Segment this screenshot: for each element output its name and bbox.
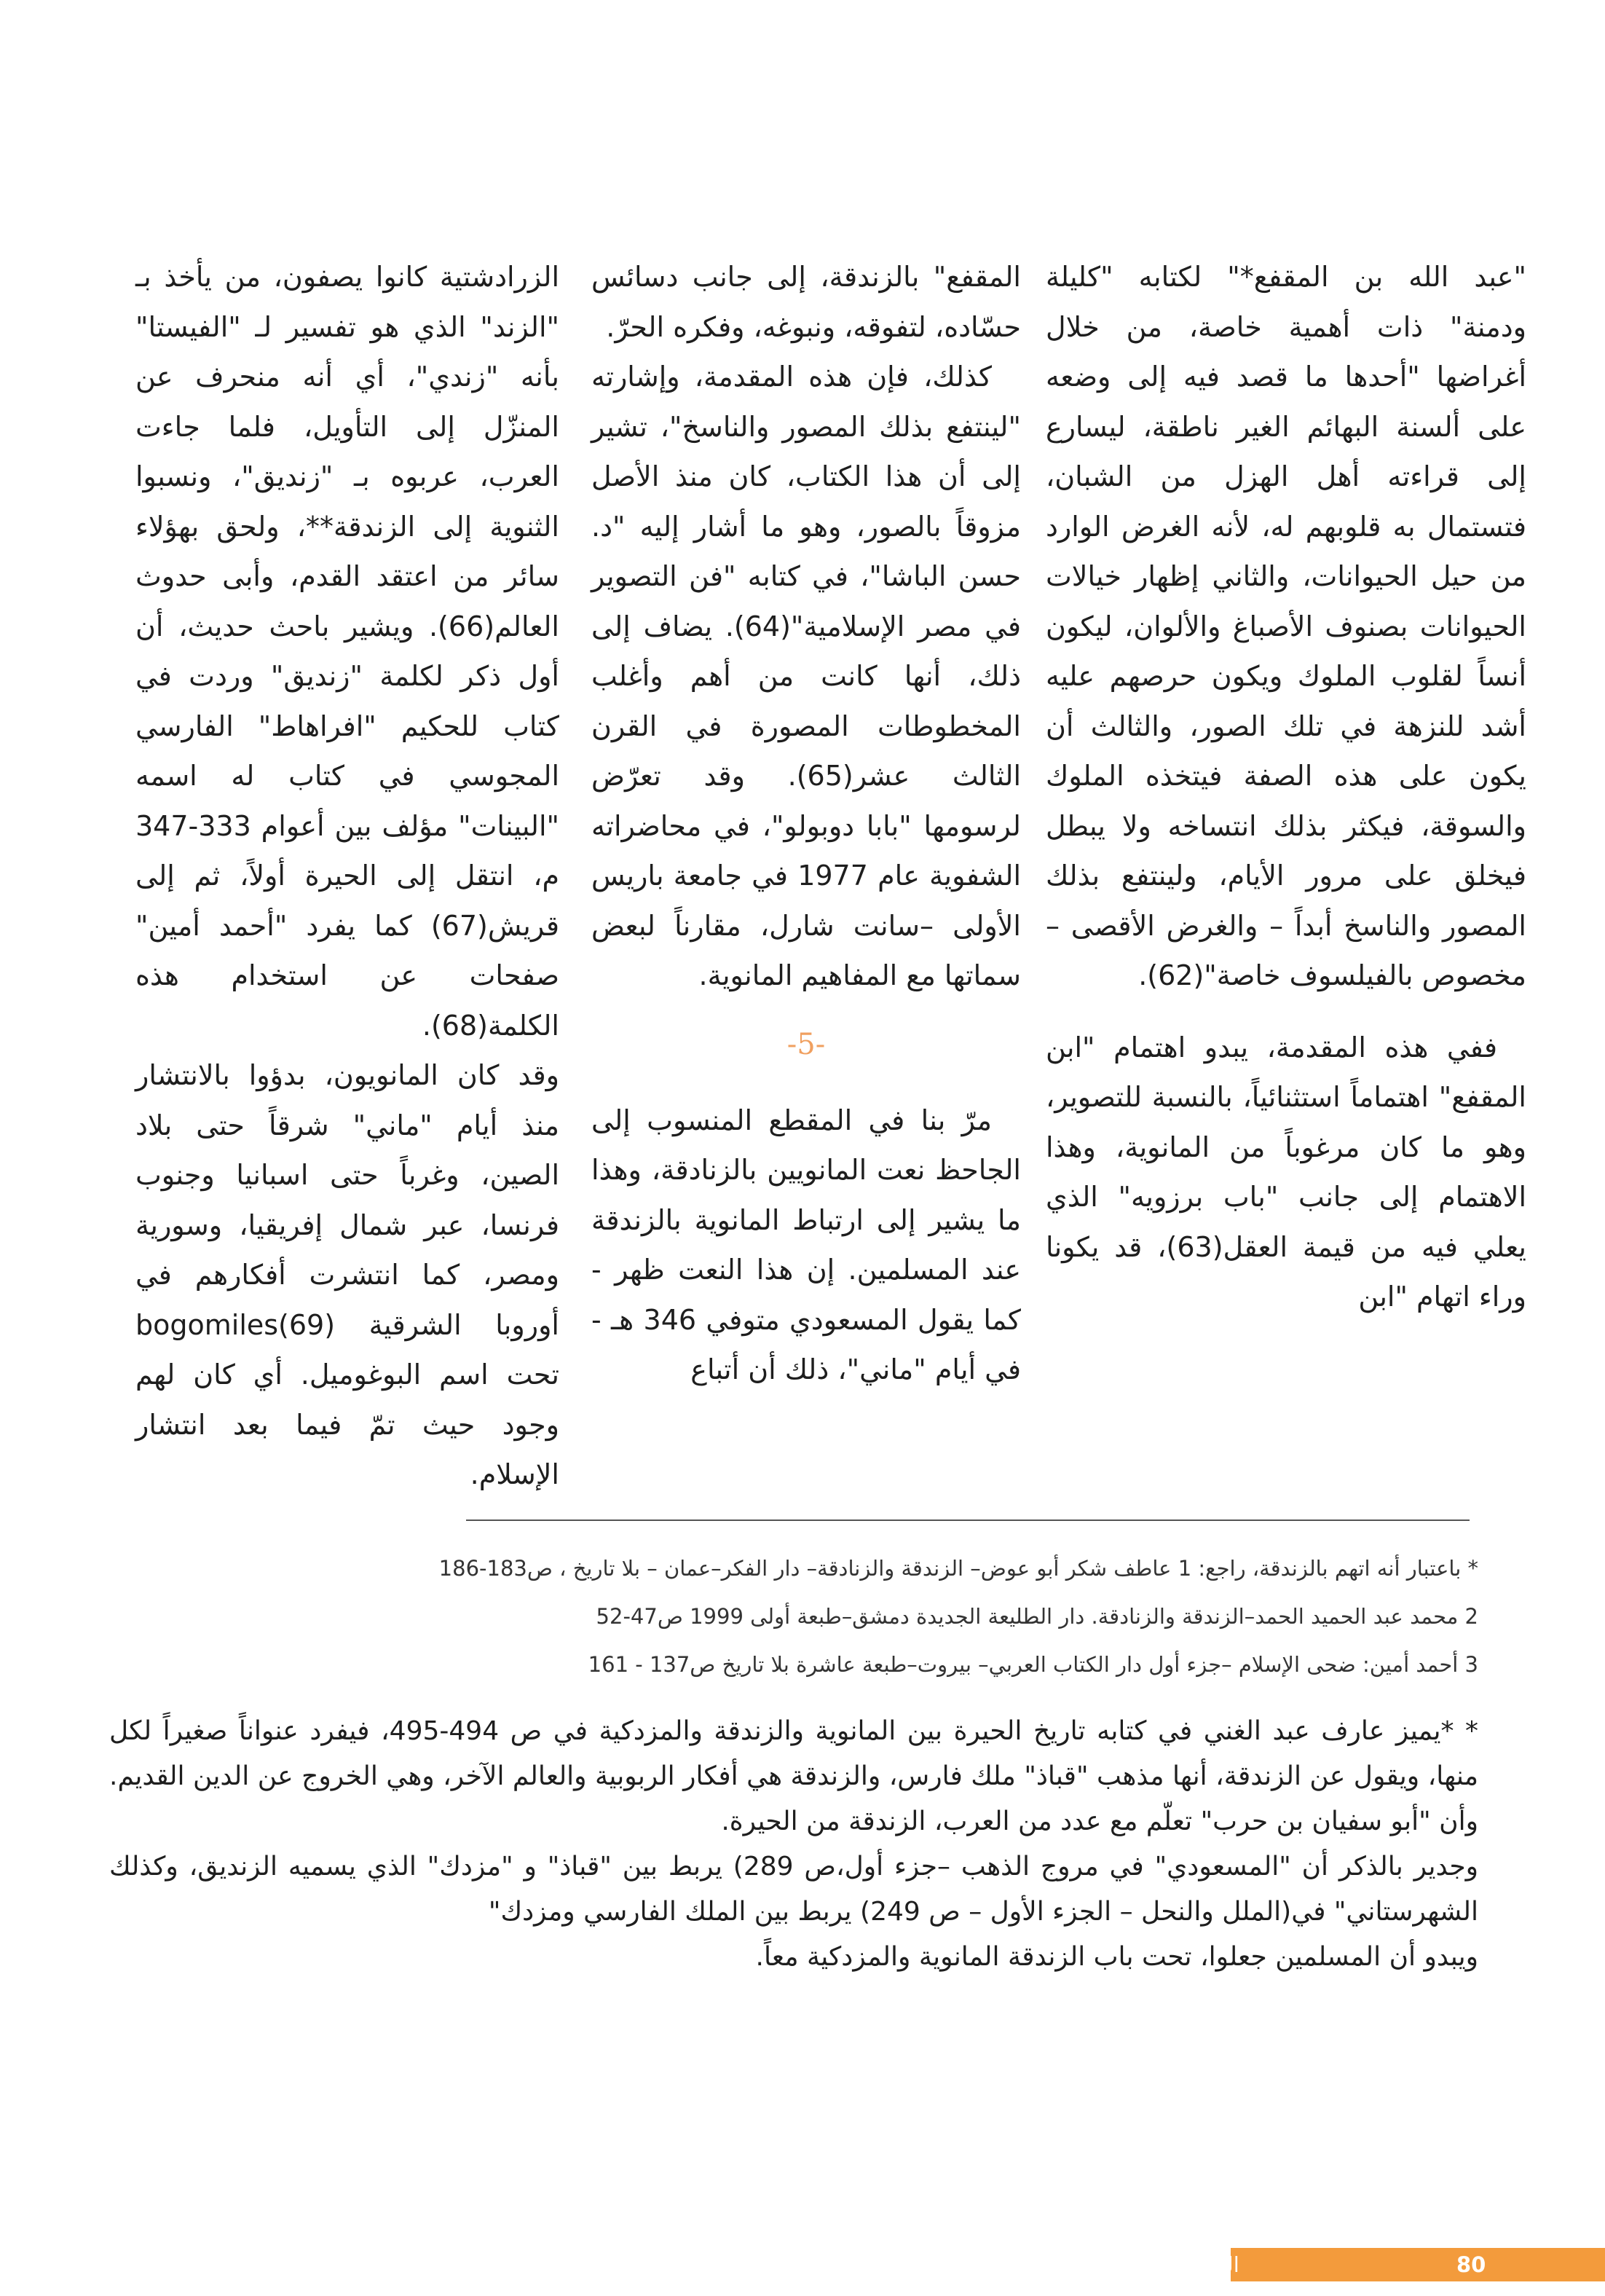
page-number: 80 [1456, 2252, 1486, 2277]
paragraph: المقفع" بالزندقة، إلى جانب دسائس حسّاده، لتفوقه، ونبوغه، وفكره الحرّ. [591, 261, 1021, 343]
footnote-reference: * باعتبار أنه اتهم بالزندقة، راجع: 1 عاطف شكر أبو عوض– الزندقة والزنادقة– دار الفكر–عمان – بلا تاريخ ، ص183-186 [438, 1556, 1478, 1581]
text-column-left [135, 252, 559, 1490]
footnote-note: وجدير بالذكر أن "المسعودي" في مروج الذهب –جزء أول،ص 289) يربط بين "قباذ" و "مزدك" الذي يسميه الزنديق، وكذلك الشهرستاني" في(الملل والنحل – الجزء الأول – ص 249) يربط بين الملك الفارسي ومزدك" [109, 1852, 1479, 1927]
paragraph: وقد كان المانويون، بدؤوا بالانتشار منذ أيام "ماني" شرقاً حتى بلاد الصين، وغرباً حتى اسبانيا وجنوب فرنسا، عبر شمال إفريقيا، وسورية ومصر، كما انتشرت أفكارهم في أوروبا الشرقية bogomiles(69) تحت اسم البوغوميل. أي كان لهم وجود حيث تمّ فيما بعد انتشار الإسلام. [135, 1059, 559, 1490]
page-footer [1103, 2248, 1605, 2281]
paragraph: الزرادشتية كانوا يصفون، من يأخذ بـ "الزند" الذي هو تفسير لـ "الفيستا" بأنه "زندي"، أي أنه منحرف عن المنزّل إلى التأويل، فلما جاءت العرب، عربوه بـ "زنديق"، ونسبوا الثنوية إلى الزندقة**، ولحق بهؤلاء سائر من اعتقد القدم، وأبى حدوث العالم(66). ويشير باحث حديث، أن أول ذكر لكلمة "زنديق" وردت في كتاب للحكيم "افراهاط" الفارسي المجوسي في كتاب له اسمه "البينات" مؤلف بين أعوام 333-347 م، انتقل إلى الحيرة أولاً، ثم إلى قريش(67) كما يفرد "أحمد أمين" صفحات عن استخدام هذه الكلمة(68). [135, 261, 559, 1042]
footnote-reference: 2 محمد عبد الحميد الحمد–الزندقة والزنادقة. دار الطليعة الجديدة دمشق–طبعة أولى 1999 ص47-52 [596, 1604, 1478, 1629]
paragraph: كذلك، فإن هذه المقدمة، وإشارته "لينتفع بذلك المصور والناسخ"، تشير إلى أن هذا الكتاب، كان منذ الأصل مزوقاً بالصور، وهو ما أشار إليه "د. حسن الباشا"، في كتابه "فن التصوير في مصر الإسلامية"(64). يضاف إلى ذلك، أنها كانت من أهم وأغلب المخطوطات المصورة في القرن الثالث عشر(65). وقد تعرّض لرسومها "بابا دوبولو"، في محاضراته الشفوية عام 1977 في جامعة باريس الأولى –سانت شارل، مقارناً لبعض سماتها مع المفاهيم المانوية. [591, 361, 1022, 991]
footnote-note: * *يميز عارف عبد الغني في كتابه تاريخ الحيرة بين المانوية والزندقة والمزدكية في ص 494-495، فيفرد عنواناً صغيراً لكل منها، ويقول عن الزندقة، أنها مذهب "قباذ" ملك فارس، والزندقة هي أفكار الربوبية والعالم الآخر، وهي الخروج عن الدين القديم. وأن "أبو سفيان بن حرب" تعلّم مع عدد من العرب، الزندقة من الحيرة. [109, 1716, 1479, 1836]
magazine-name: الحياة التشكيلية [1103, 2252, 1239, 2277]
paragraph: "عبد الله بن المقفع*" لكتابه "كليلة ودمنة" ذات أهمية خاصة، من خلال أغراضها "أحدها ما قصد فيه إلى وضعه على ألسنة البهائم الغير ناطقة، ليسارع إلى قراءته أهل الهزل من الشبان، فتستمال به قلوبهم له، لأنه الغرض الوارد من حيل الحيوانات، والثاني إظهار خيالات الحيوانات بصنوف الأصباغ والألوان، ليكون أنساً لقلوب الملوك ويكون حرصهم عليه أشد للنزهة في تلك الصور، والثالث أن يكون على هذه الصفة فيتخذه الملوك والسوقة، فيكثر بذلك انتساخه ولا يبطل فيخلق على مرور الأيام، ولينتفع بذلك المصور والناسخ أبداً – والغرض الأقصى – مخصوص بالفيلسوف خاصة"(62). [1046, 261, 1526, 991]
text-column-right [1046, 252, 1526, 1454]
paragraph: ففي هذه المقدمة، يبدو اهتمام "ابن المقفع" اهتماماً استثنائياً، بالنسبة للتصوير، وهو ما كان مرغوباً من المانوية، وهذا الاهتمام إلى جانب "باب برزويه" الذي يعلي فيه من قيمة العقل(63)، قد يكونا وراء اتهام "ابن [1046, 1031, 1526, 1313]
footnote-divider [466, 1519, 1470, 1521]
text-column-middle [591, 252, 1021, 1454]
paragraph: مرّ بنا في المقطع المنسوب إلى الجاحظ نعت المانويين بالزنادقة، وهذا ما يشير إلى ارتباط المانوية بالزندقة عند المسلمين. إن هذا النعت ظهر - كما يقول المسعودي متوفي 346 هـ - في أيام "ماني"، ذلك أن أتباع [591, 1104, 1021, 1385]
footnote-note: ويبدو أن المسلمين جعلوا، تحت باب الزندقة المانوية والمزدكية معاً. [755, 1942, 1478, 1972]
footnotes [109, 1544, 1478, 1980]
footnote-reference: 3 أحمد أمين: ضحى الإسلام –جزء أول دار الكتاب العربي– بيروت–طبعة عاشرة بلا تاريخ ص137 - 161 [588, 1652, 1478, 1677]
section-number: -5- [786, 1027, 826, 1061]
